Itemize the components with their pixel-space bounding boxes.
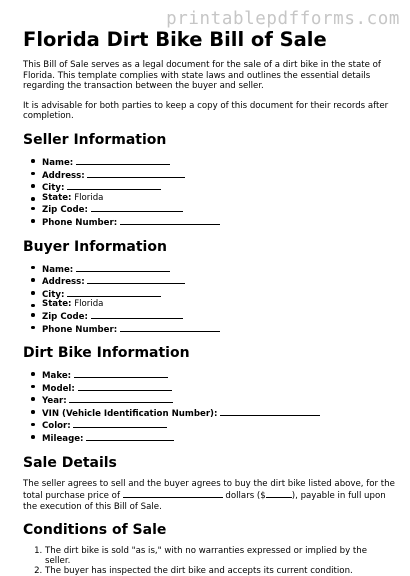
seller-name-field[interactable] bbox=[31, 156, 395, 169]
conditions-section bbox=[23, 522, 395, 576]
field-label: Phone Number: bbox=[42, 217, 118, 228]
advice-paragraph: It is advisable for both parties to keep a copy of this document for their records after completion. bbox=[23, 100, 389, 122]
intro-paragraph: This Bill of Sale serves as a legal document for the sale of a dirt bike in the state of Florida. This template complies with state laws and outlines the essential details regarding the transaction between the buyer and seller. bbox=[23, 60, 381, 92]
bike-color-blank[interactable] bbox=[73, 419, 167, 428]
purchase-price-amount-blank[interactable] bbox=[266, 489, 292, 498]
seller-name-blank[interactable] bbox=[76, 156, 170, 165]
bike-year-blank[interactable] bbox=[69, 394, 173, 403]
seller-address-field[interactable] bbox=[31, 169, 395, 182]
seller-city-blank[interactable] bbox=[67, 181, 161, 190]
conditions-list bbox=[23, 546, 395, 576]
seller-address-blank[interactable] bbox=[87, 169, 185, 178]
buyer-zip-field[interactable] bbox=[31, 310, 395, 323]
buyer-address-blank[interactable] bbox=[87, 275, 185, 284]
bullet-icon bbox=[31, 219, 35, 223]
field-label: Zip Code: bbox=[42, 205, 88, 216]
seller-zip-field[interactable] bbox=[31, 203, 395, 216]
field-label: Name: bbox=[42, 264, 74, 275]
bullet-icon bbox=[31, 372, 35, 376]
field-label: VIN (Vehicle Identification Number): bbox=[42, 408, 218, 419]
conditions-heading: Conditions of Sale bbox=[23, 522, 167, 539]
bullet-icon bbox=[31, 184, 35, 188]
seller-state-value: Florida bbox=[74, 192, 104, 203]
field-label: City: bbox=[42, 183, 65, 194]
seller-fields bbox=[23, 156, 395, 229]
seller-phone-blank[interactable] bbox=[120, 216, 220, 225]
bullet-icon bbox=[31, 159, 35, 163]
bullet-icon bbox=[31, 410, 35, 414]
field-label: Phone Number: bbox=[42, 324, 118, 335]
buyer-phone-blank[interactable] bbox=[120, 323, 220, 332]
sale-details-heading: Sale Details bbox=[23, 454, 117, 471]
bullet-icon bbox=[31, 385, 35, 389]
buyer-name-blank[interactable] bbox=[76, 263, 170, 272]
bullet-icon bbox=[31, 423, 35, 427]
field-label: Name: bbox=[42, 157, 74, 168]
field-label: State: bbox=[42, 192, 72, 203]
buyer-phone-field[interactable] bbox=[31, 323, 395, 336]
bullet-icon bbox=[31, 326, 35, 330]
seller-heading: Seller Information bbox=[23, 131, 167, 148]
field-label: City: bbox=[42, 289, 65, 300]
sale-text-before: The seller agrees to sell and the buyer agrees to buy the dirt bike listed above, for the total purchase price of bbox=[23, 478, 395, 502]
bullet-icon bbox=[31, 435, 35, 439]
bike-year-field[interactable] bbox=[31, 394, 395, 407]
buyer-address-field[interactable] bbox=[31, 275, 395, 288]
bike-model-field[interactable] bbox=[31, 382, 395, 395]
condition-item: 1. The dirt bike is sold "as is," with no warranties expressed or implied by the seller. bbox=[45, 546, 395, 566]
buyer-heading: Buyer Information bbox=[23, 238, 167, 255]
bullet-icon bbox=[31, 207, 35, 211]
bullet-icon bbox=[31, 291, 35, 295]
dirt-bike-heading: Dirt Bike Information bbox=[23, 345, 190, 362]
bill-of-sale-document bbox=[23, 28, 395, 576]
bullet-icon bbox=[31, 197, 35, 201]
bike-make-field[interactable] bbox=[31, 369, 395, 382]
bullet-icon bbox=[31, 313, 35, 317]
seller-zip-blank[interactable] bbox=[91, 203, 183, 212]
field-label: Address: bbox=[42, 277, 85, 288]
sale-details-paragraph bbox=[23, 479, 395, 513]
buyer-state-field bbox=[31, 300, 395, 310]
bullet-icon bbox=[31, 266, 35, 270]
sale-text-after: ), payable in full upon the execution of this Bill of Sale. bbox=[23, 491, 386, 512]
buyer-fields bbox=[23, 263, 395, 336]
bike-make-blank[interactable] bbox=[74, 369, 168, 378]
document-title: Florida Dirt Bike Bill of Sale bbox=[23, 28, 327, 51]
bullet-icon bbox=[31, 172, 35, 176]
bike-vin-blank[interactable] bbox=[220, 407, 320, 416]
seller-section bbox=[23, 132, 395, 229]
buyer-state-value: Florida bbox=[74, 299, 104, 310]
field-label: Address: bbox=[42, 170, 85, 181]
bike-color-field[interactable] bbox=[31, 419, 395, 432]
bike-mileage-blank[interactable] bbox=[86, 432, 174, 441]
dirt-bike-section bbox=[23, 345, 395, 445]
field-label: Make: bbox=[42, 371, 72, 382]
condition-item: 2. The buyer has inspected the dirt bike and accepts its current condition. bbox=[45, 566, 395, 576]
field-label: State: bbox=[42, 299, 72, 310]
seller-state-field bbox=[31, 194, 395, 204]
buyer-section bbox=[23, 239, 395, 336]
field-label: Zip Code: bbox=[42, 311, 88, 322]
field-label: Year: bbox=[42, 396, 67, 407]
bullet-icon bbox=[31, 304, 35, 308]
buyer-zip-blank[interactable] bbox=[91, 310, 183, 319]
bullet-icon bbox=[31, 397, 35, 401]
buyer-name-field[interactable] bbox=[31, 263, 395, 276]
seller-phone-field[interactable] bbox=[31, 216, 395, 229]
bullet-icon bbox=[31, 278, 35, 282]
sale-text-mid: dollars ($ bbox=[222, 491, 266, 502]
sale-details-section bbox=[23, 455, 395, 513]
bike-mileage-field[interactable] bbox=[31, 432, 395, 445]
site-watermark: printablepdfforms.com bbox=[166, 9, 400, 29]
field-label: Mileage: bbox=[42, 434, 84, 445]
dirt-bike-fields bbox=[23, 369, 395, 445]
bike-model-blank[interactable] bbox=[78, 382, 172, 391]
field-label: Model: bbox=[42, 383, 75, 394]
bike-vin-field[interactable] bbox=[31, 407, 395, 420]
field-label: Color: bbox=[42, 421, 71, 432]
purchase-price-words-blank[interactable] bbox=[123, 489, 223, 498]
buyer-city-blank[interactable] bbox=[67, 288, 161, 297]
